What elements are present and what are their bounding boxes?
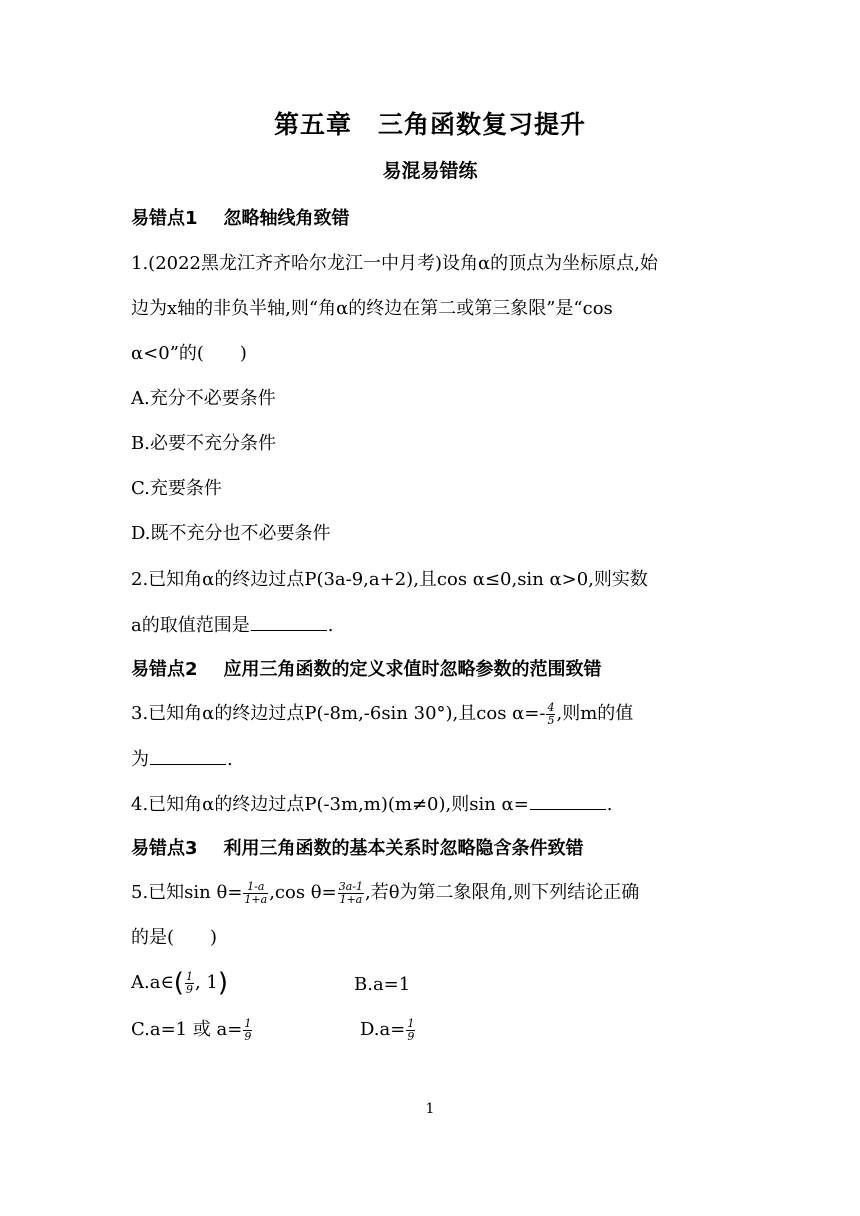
option-c-text: C.a=1 或 a= (131, 1019, 243, 1040)
question-1-option-d: D.既不充分也不必要条件 (131, 523, 331, 544)
option-d-text: D.a= (360, 1019, 406, 1040)
question-2-line-2 (131, 612, 333, 639)
question-3-prefix: 为 (131, 749, 149, 770)
question-2-text: a的取值范围是 (131, 615, 250, 636)
question-5-text-end: ,若θ为第二象限角,则下列结论正确 (365, 882, 640, 903)
fraction-numerator: 3a-1 (338, 879, 363, 893)
heading-label: 易错点2 (131, 659, 198, 680)
answer-blank[interactable] (530, 791, 606, 810)
heading-label: 易错点3 (131, 838, 198, 859)
question-1-option-a: A.充分不必要条件 (131, 388, 276, 409)
fraction-denominator: 9 (244, 1029, 252, 1043)
heading-text: 忽略轴线角致错 (223, 208, 350, 229)
heading-text: 利用三角函数的基本关系时忽略隐含条件致错 (223, 838, 584, 859)
fraction-denominator: 1+a (339, 892, 363, 906)
option-a-interval-end: , 1 (194, 972, 218, 993)
answer-blank[interactable] (150, 746, 226, 765)
answer-blank[interactable] (251, 612, 327, 631)
fraction-denominator: 9 (407, 1029, 415, 1043)
question-3-line-1 (131, 701, 633, 727)
question-5-text-mid: ,cos θ= (269, 882, 337, 903)
fraction-1-9 (406, 1018, 415, 1043)
question-3-end: . (227, 749, 233, 770)
fraction-numerator: 1 (185, 969, 193, 983)
question-1-line-3: α<0”的( ) (131, 343, 247, 364)
fraction-4-5 (546, 702, 555, 727)
error-point-heading-3 (131, 836, 584, 862)
question-1-option-b: B.必要不充分条件 (131, 433, 276, 454)
question-5-option-b: B.a=1 (354, 974, 411, 995)
question-5-text: 5.已知sin θ= (131, 882, 243, 903)
question-1-line-1: 1.(2022黑龙江齐齐哈尔龙江一中月考)设角α的顶点为坐标原点,始 (131, 253, 658, 274)
page-title: 第五章 三角函数复习提升 (273, 110, 586, 139)
section-subtitle: 易混易错练 (382, 160, 478, 182)
fraction-sin (243, 881, 268, 906)
question-4 (131, 791, 613, 818)
question-5-option-c (131, 1017, 253, 1043)
question-1-option-c: C.充要条件 (131, 478, 222, 499)
question-1-line-2: 边为x轴的非负半轴,则“角α的终边在第二或第三象限”是“cos (131, 298, 613, 319)
option-a-text: A.a∈ (131, 972, 174, 993)
question-3-text-end: ,则m的值 (556, 703, 634, 724)
error-point-heading-2 (131, 657, 602, 683)
heading-text: 应用三角函数的定义求值时忽略参数的范围致错 (223, 659, 602, 680)
question-3-text: 3.已知角α的终边过点P(-8m,-6sin 30°),且cos α=- (131, 703, 546, 724)
question-5-option-d (360, 1017, 416, 1043)
error-point-heading-1 (131, 206, 350, 232)
fraction-numerator: 4 (547, 700, 555, 714)
question-3-line-2 (131, 746, 233, 773)
fraction-numerator: 1 (407, 1016, 415, 1030)
fraction-1-9 (185, 971, 194, 996)
question-2-line-1: 2.已知角α的终边过点P(3a-9,a+2),且cos α≤0,sin α>0,则实数 (131, 569, 648, 590)
fraction-numerator: 1 (244, 1016, 252, 1030)
question-5-option-a: A.a∈( $\frac{1}{9}$ , 1) (131, 968, 228, 998)
fraction-1-9 (243, 1018, 252, 1043)
question-2-end: . (327, 615, 334, 636)
fraction-denominator: 1+a (244, 892, 268, 906)
question-4-text: 4.已知角α的终边过点P(-3m,m)(m≠0),则sin α= (131, 794, 529, 815)
fraction-denominator: 5 (547, 713, 555, 727)
fraction-numerator: 1-a (243, 881, 268, 894)
question-4-end: . (606, 794, 613, 815)
page-number: 1 (425, 1101, 435, 1117)
heading-label: 易错点1 (131, 208, 198, 229)
question-5-line-1 (131, 880, 639, 906)
fraction-denominator: 9 (185, 982, 193, 996)
fraction-cos (338, 881, 364, 906)
question-5-line-2: 的是( ) (131, 927, 218, 948)
